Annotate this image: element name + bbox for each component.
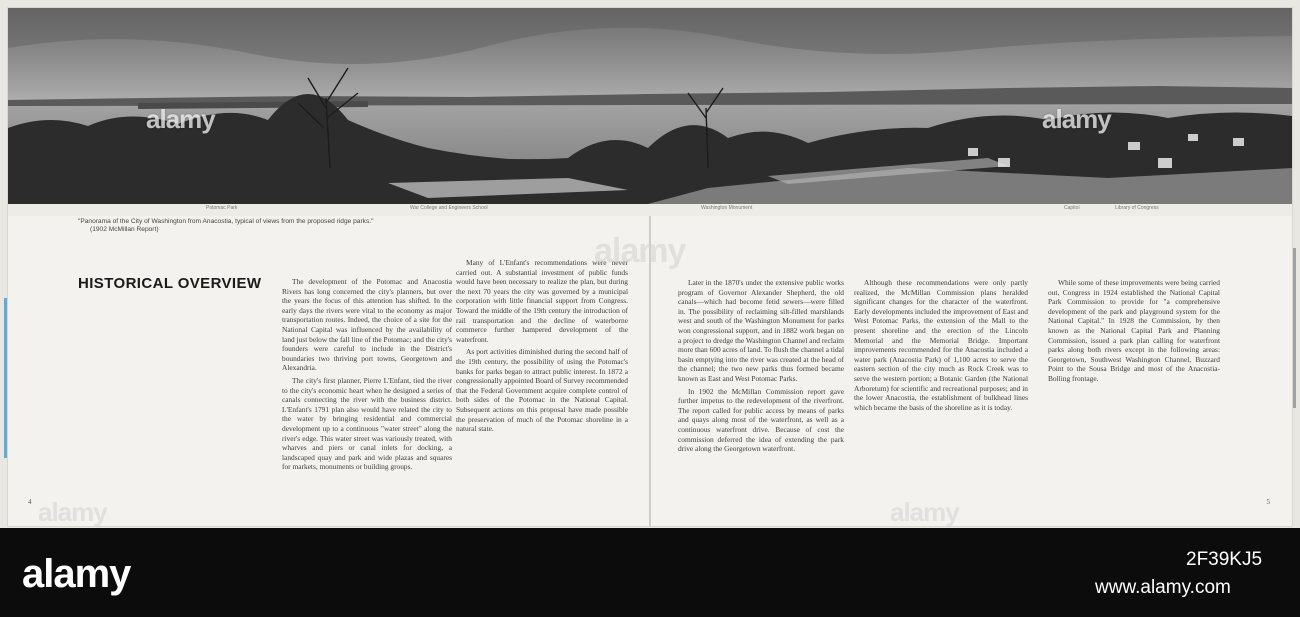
alamy-logo: alamy — [22, 552, 131, 596]
paragraph: While some of these improvements were being carried out, Congress in 1924 established the National Capital Park Commission to provide for "a comprehensive development of the park and playground system for the National Capital." In 1928 the Commission, by then known as the National Capital Park and Planning Commission, issued a park plan calling for waterfront parks along both rivers except in the following areas: Georgetown, Southwest Washington Channel, Buzzard Point to the Sousa Bridge and most of the Anacostia-Bolling frontage. — [1048, 278, 1220, 383]
photo-label: Capitol — [1064, 205, 1080, 211]
page-edge-tab — [4, 298, 7, 458]
watermark: alamy — [146, 104, 215, 134]
page-number-left: 4 — [28, 498, 32, 506]
text-column-4 — [854, 278, 1028, 415]
photo-label: Washington Monument — [701, 205, 753, 211]
paragraph: The development of the Potomac and Anacostia Rivers has long concerned the city's planners, but over the years the focus of this attention has shifted. In the early days the rivers were vital to the economy as major transportation routes. Indeed, the choice of a site for the National Capital was influenced by the availability of land just below the fall line of the Potomac; and the city's founders were careful to include in the District's boundaries two thriving port towns, Georgetown and Alexandria. — [282, 277, 452, 373]
watermark: alamy — [594, 232, 686, 270]
photo-caption — [78, 218, 478, 234]
text-column-3 — [678, 278, 844, 457]
watermark: alamy — [38, 497, 107, 527]
photo-label: Potomac Park — [206, 205, 238, 211]
paragraph: Many of L'Enfant's recommendations were never carried out. A substantial investment of public funds would have been necessary to realize the plan, but during the next 70 years the city was governed by a municipal corporation with little financial support from Congress. Toward the middle of the 19th century the introduction of rail transportation and the decline of waterborne commerce further hampered development of the waterfront. — [456, 258, 628, 344]
text-column-5 — [1048, 278, 1220, 387]
photo-label: War College and Engineers School — [410, 205, 488, 211]
photo-label-strip — [8, 204, 1292, 216]
paragraph: Later in the 1870's under the extensive public works program of Governor Alexander Shepherd, the old canals—which had become fetid sewers—were filled in. The possibility of reclaiming silt-filled marshlands west and south of the Washington Monument for parks won congressional support, and in 1882 work began on a project to dredge the Washington Channel and reclaim more than 600 acres of land. To flush the channel a tidal basin emptying into the river was created at the head of the channel; the two new parks thus formed became known as East and West Potomac Parks. — [678, 278, 844, 383]
caption-line: "Panorama of the City of Washington from Anacostia, typical of views from the proposed ridge parks." — [78, 218, 374, 225]
paragraph: Although these recommendations were only partly realized, the McMillan Commission plans heralded significant changes for the character of the waterfront. Early developments included the improvement of East and West Potomac Parks, the extension of the Mall to the present shoreline and the erection of the Lincoln Memorial and the Memorial Bridge. Important improvements recommended for the Anacostia included a water park (Anacostia Park) of 1,100 acres to serve the eastern section of the city much as Rock Creek was to serve the western portion; a Botanic Garden (the National Arboretum) for scientific and recreational purposes; and in the lower Anacostia, the establishment of bulkhead lines which became the basis of the shoreline as it is today. — [854, 278, 1028, 412]
watermark: alamy — [1042, 104, 1111, 134]
site-url: www.alamy.com — [1095, 577, 1231, 598]
caption-source: (1902 McMillan Report) — [90, 226, 159, 233]
section-heading: HISTORICAL OVERVIEW — [78, 275, 262, 292]
page-number-right: 5 — [1266, 498, 1270, 506]
image-id: 2F39KJ5 — [1186, 549, 1263, 570]
page-edge-tab-right — [1293, 248, 1296, 408]
stock-footer-bar — [0, 528, 1300, 617]
paragraph: In 1902 the McMillan Commission report gave further impetus to the redevelopment of the riverfront. The report called for public access by means of parks and quays along most of the waterfront, as well as a continuous waterfront drive. Because of cost the commission deferred the idea of extending the park drive along the Georgetown waterfront. — [678, 386, 844, 454]
watermark: alamy — [890, 497, 959, 527]
paragraph: As port activities diminished during the second half of the 19th century, the possibility of using the Potomac's banks for parks began to attract public interest. In 1872 a congressionally appointed Board of Survey recommended that the Federal Government acquire complete control of both sides of the Potomac in the National Capital. Subsequent actions on this proposal have made possible the preservation of much of the Potomac shoreline in a natural state. — [456, 347, 628, 434]
paragraph: The city's first planner, Pierre L'Enfant, tied the river to the city's economic heart when he designed a series of canals connecting the river with the business district. L'Enfant's 1791 plan also would have related the city to the water by bringing residential and commercial development up to a continuous "water street" along the river's edge. This water street was variously treated, with wharves and piers or canal inlets for docking, a landscaped quay and park and wide plazas and squares for markets, monuments or building groups. — [282, 375, 452, 472]
text-column-1 — [282, 277, 452, 475]
photo-label: Library of Congress — [1115, 205, 1159, 211]
text-column-2 — [456, 258, 628, 437]
